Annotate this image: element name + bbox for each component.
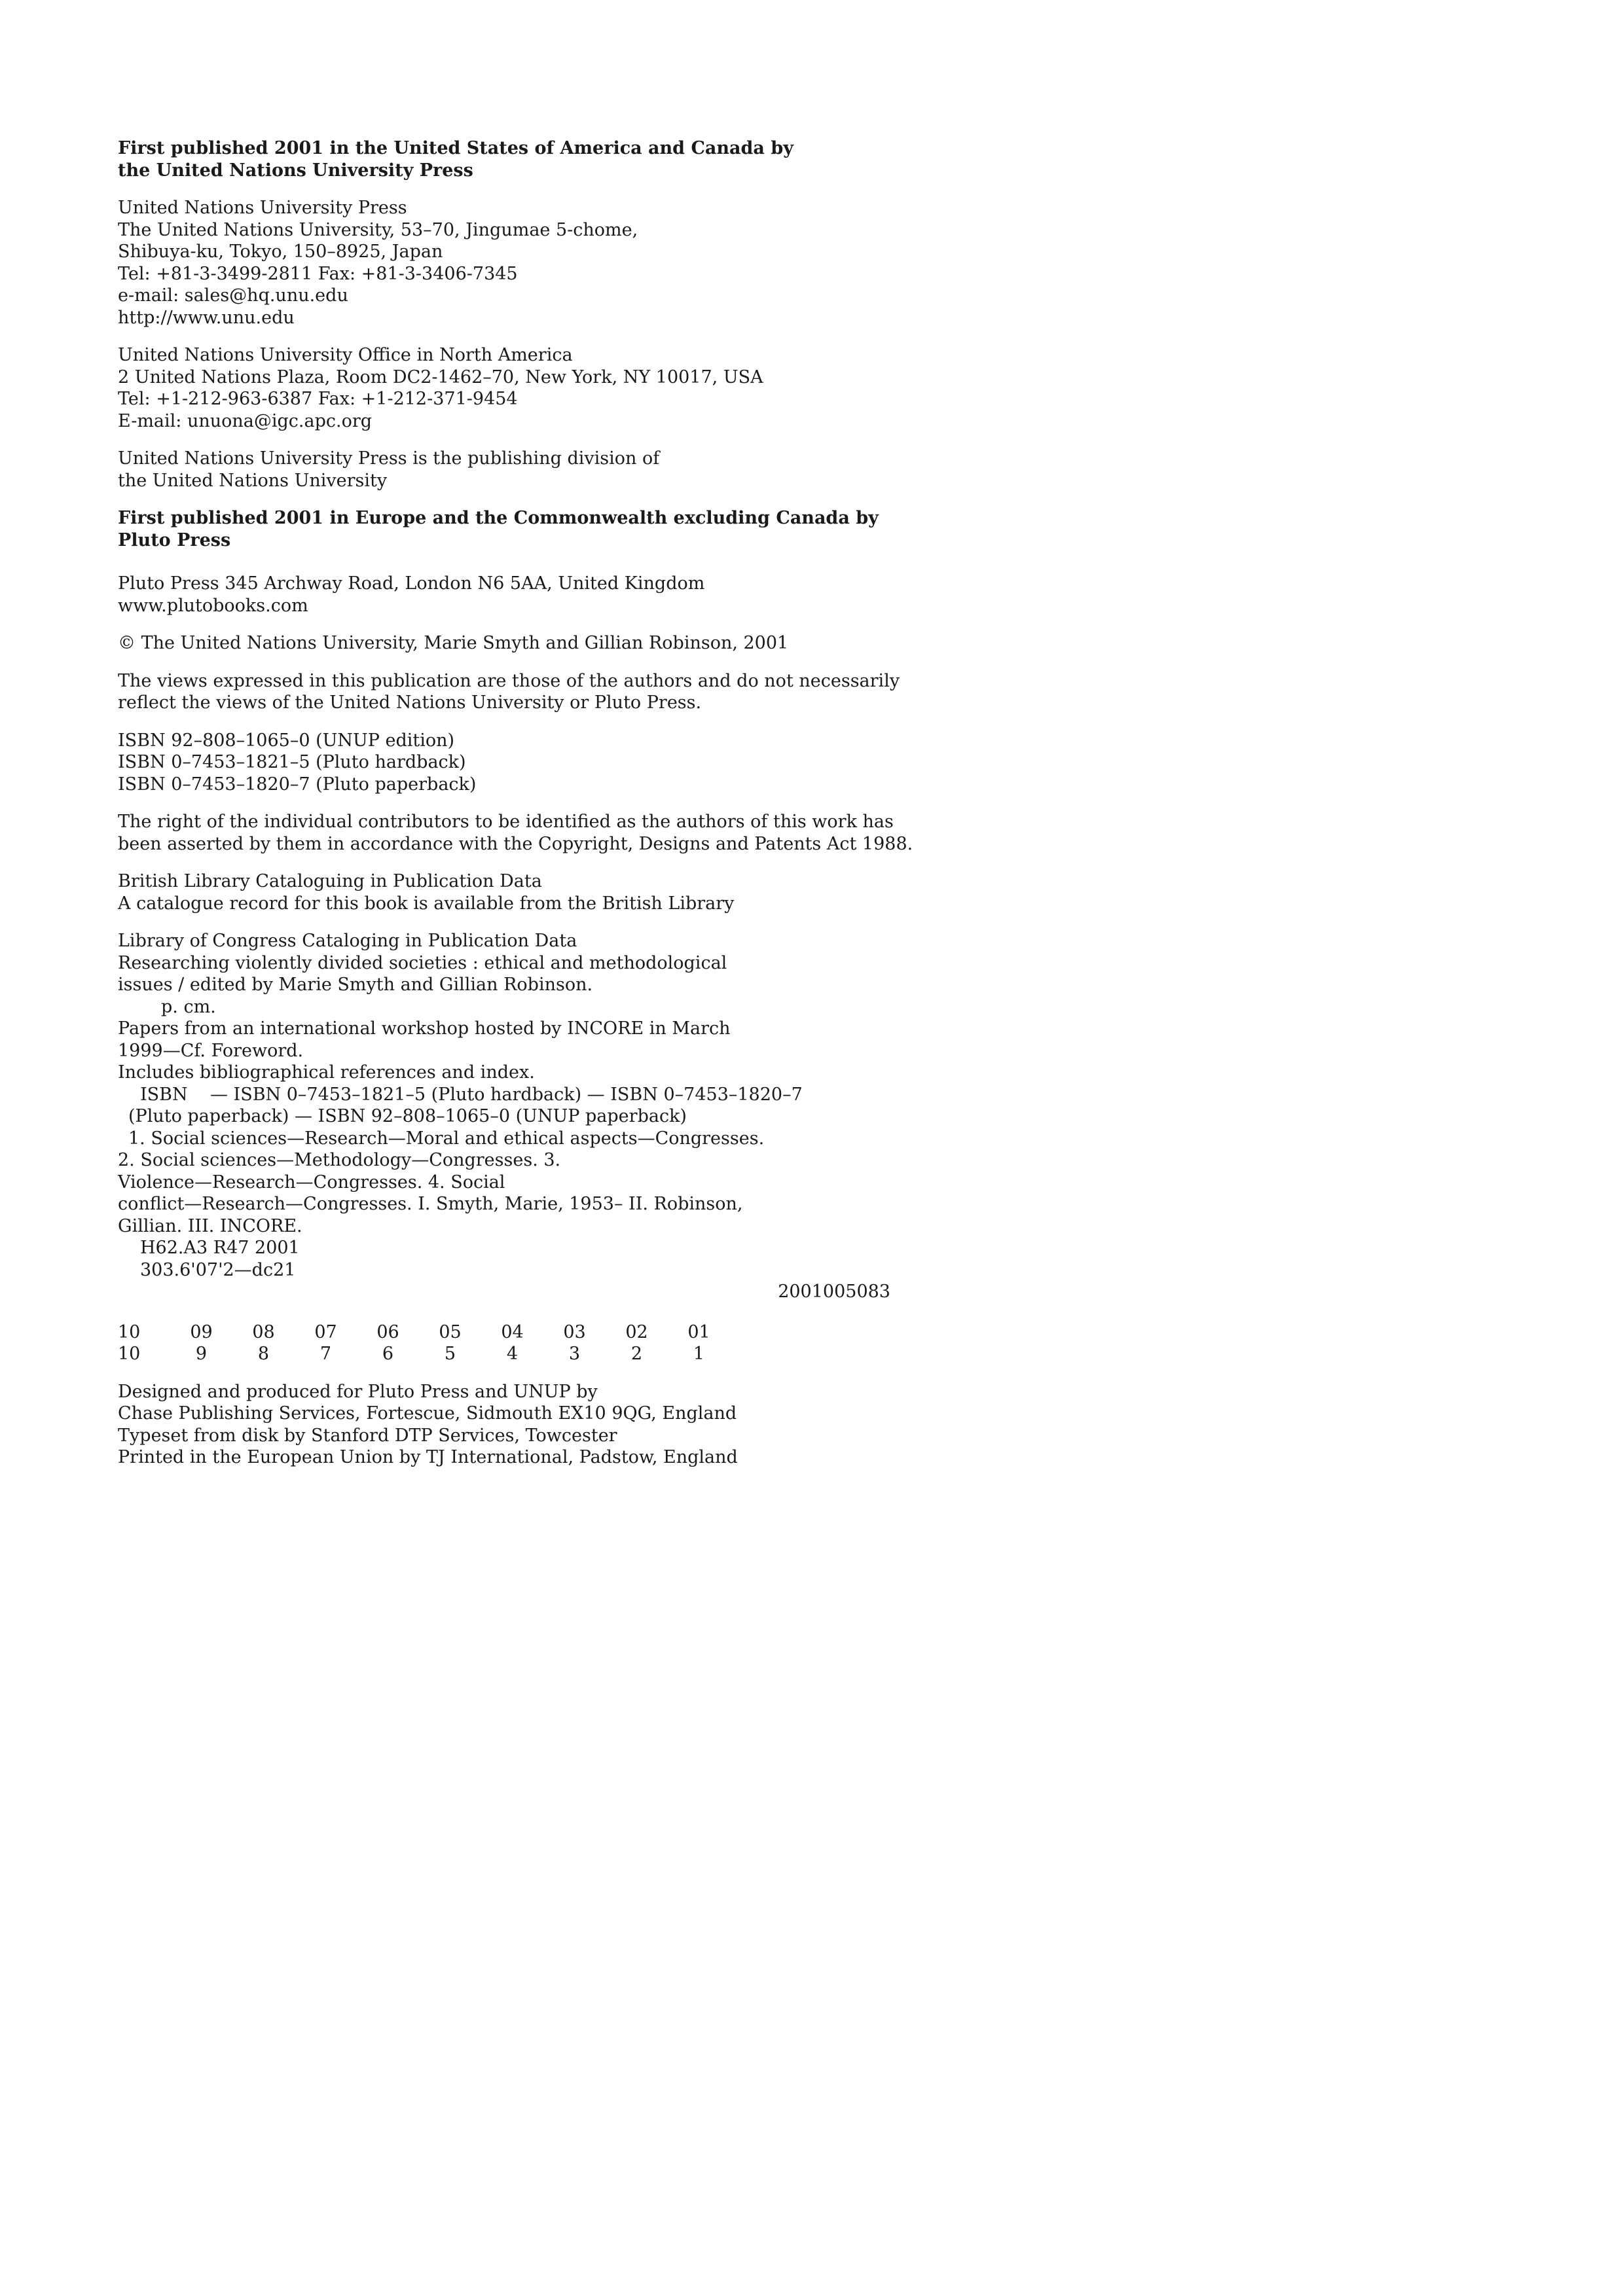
print-run: 3 xyxy=(568,1344,581,1364)
cip-call-number: 303.6'07'2—dc21 xyxy=(140,1259,296,1280)
text-line: First published 2001 in Europe and the Commonwealth excluding Canada by xyxy=(118,508,879,528)
isbn-line: ISBN 0–7453–1821–5 (Pluto hardback) xyxy=(118,752,466,772)
text-line: British Library Cataloguing in Publication Data xyxy=(118,871,542,891)
cip-heading: Library of Congress Cataloging in Publication Data xyxy=(118,931,577,951)
cip-call-number: H62.A3 R47 2001 xyxy=(140,1238,300,1258)
cip-isbn: (Pluto paperback) — ISBN 92–808–1065–0 (UNUP paperback) xyxy=(128,1106,687,1126)
rights-assertion xyxy=(118,811,913,855)
cip-note: Includes bibliographical references and index. xyxy=(118,1062,535,1083)
text-line: the United Nations University xyxy=(118,470,388,491)
us-publication-heading xyxy=(118,137,890,181)
unup-address xyxy=(118,197,890,329)
cip-subject: Violence—Research—Congresses. 4. Social xyxy=(118,1172,505,1193)
text-line: United Nations University Press xyxy=(118,198,407,218)
cip-subject: 1. Social sciences—Research—Moral and ethical aspects—Congresses. xyxy=(128,1128,765,1149)
print-year: 01 xyxy=(687,1321,710,1342)
imprint-block xyxy=(118,137,913,1484)
cip-lccn: 2001005083 xyxy=(778,1282,890,1302)
cip-note: 1999—Cf. Foreword. xyxy=(118,1040,304,1061)
text-line: United Nations University Office in North America xyxy=(118,345,573,365)
website-text: http://www.unu.edu xyxy=(118,307,295,328)
views-disclaimer xyxy=(118,670,900,714)
north-america-office xyxy=(118,344,890,432)
cip-note: Papers from an international workshop hosted by INCORE in March xyxy=(118,1018,731,1039)
print-year: 05 xyxy=(439,1321,462,1342)
library-of-congress-cip xyxy=(118,930,890,1303)
print-runs-row xyxy=(118,1343,890,1365)
pluto-address xyxy=(118,573,890,617)
text-line: been asserted by them in accordance with the Copyright, Designs and Patents Act 1988. xyxy=(118,833,913,854)
text-line: United Nations University Press is the publishing division of xyxy=(118,448,660,469)
europe-publication-heading xyxy=(118,507,890,551)
website-text: www.plutobooks.com xyxy=(118,595,308,616)
cip-isbn: ISBN — ISBN 0–7453–1821–5 (Pluto hardback) — ISBN 0–7453–1820–7 xyxy=(140,1084,803,1105)
text-line: Designed and produced for Pluto Press and UNUP by xyxy=(118,1381,598,1402)
text-line: Chase Publishing Services, Fortescue, Sidmouth EX10 9QG, England xyxy=(118,1403,737,1424)
cip-subject: 2. Social sciences—Methodology—Congresses. 3. xyxy=(118,1150,561,1170)
print-run: 8 xyxy=(257,1344,270,1364)
publishing-division-note xyxy=(118,448,890,492)
print-run: 9 xyxy=(195,1344,208,1364)
text-line: A catalogue record for this book is available from the British Library xyxy=(118,893,735,914)
cip-subject: Gillian. III. INCORE. xyxy=(118,1215,302,1236)
print-year: 02 xyxy=(625,1321,648,1342)
cip-title: issues / edited by Marie Smyth and Gillian Robinson. xyxy=(118,975,593,995)
copyright-notice xyxy=(118,632,890,655)
printing-number-line xyxy=(118,1321,890,1365)
text-line: Pluto Press xyxy=(118,529,231,550)
print-run: 1 xyxy=(693,1344,705,1364)
cip-pcm: p. cm. xyxy=(161,996,216,1017)
isbn-line: ISBN 92–808–1065–0 (UNUP edition) xyxy=(118,730,455,751)
print-run: 2 xyxy=(630,1344,643,1364)
print-run: 10 xyxy=(118,1344,141,1364)
text-line: Shibuya-ku, Tokyo, 150–8925, Japan xyxy=(118,242,443,262)
print-year: 03 xyxy=(563,1321,586,1342)
print-year: 07 xyxy=(314,1321,337,1342)
print-year: 10 xyxy=(118,1321,141,1342)
email-text: E-mail: unuona@igc.apc.org xyxy=(118,410,373,431)
print-year: 04 xyxy=(501,1321,524,1342)
print-year: 06 xyxy=(376,1321,399,1342)
print-years-row xyxy=(118,1321,890,1344)
isbn-line: ISBN 0–7453–1820–7 (Pluto paperback) xyxy=(118,774,477,795)
print-run: 5 xyxy=(444,1344,456,1364)
text-line: First published 2001 in the United States of America and Canada by xyxy=(118,138,793,158)
text-line: reflect the views of the United Nations University or Pluto Press. xyxy=(118,692,702,713)
text-line: the United Nations University Press xyxy=(118,160,473,181)
text-line: 2 United Nations Plaza, Room DC2-1462–70, New York, NY 10017, USA xyxy=(118,367,763,387)
text-line: © The United Nations University, Marie Smyth and Gillian Robinson, 2001 xyxy=(118,633,789,653)
print-run: 6 xyxy=(382,1344,394,1364)
text-line: Printed in the European Union by TJ International, Padstow, England xyxy=(118,1447,738,1467)
email-text: e-mail: sales@hq.unu.edu xyxy=(118,285,348,306)
text-line: Tel: +81-3-3499-2811 Fax: +81-3-3406-7345 xyxy=(118,263,518,284)
print-year: 09 xyxy=(190,1321,213,1342)
print-year: 08 xyxy=(252,1321,275,1342)
print-run: 4 xyxy=(506,1344,519,1364)
print-run: 7 xyxy=(319,1344,332,1364)
production-credits xyxy=(118,1381,890,1469)
cip-title: Researching violently divided societies : ethical and methodological xyxy=(118,952,727,973)
text-line: Typeset from disk by Stanford DTP Services, Towcester xyxy=(118,1425,617,1446)
cip-subject: conflict—Research—Congresses. I. Smyth, Marie, 1953– II. Robinson, xyxy=(118,1194,743,1214)
text-line: Tel: +1-212-963-6387 Fax: +1-212-371-9454 xyxy=(118,389,518,409)
text-line: Pluto Press 345 Archway Road, London N6 5AA, United Kingdom xyxy=(118,573,705,594)
text-line: The views expressed in this publication are those of the authors and do not necessarily xyxy=(118,670,900,691)
british-library-cip xyxy=(118,870,890,914)
text-line: The United Nations University, 53–70, Jingumae 5-chome, xyxy=(118,219,638,240)
isbn-list xyxy=(118,730,890,796)
text-line: The right of the individual contributors to be identified as the authors of this work has xyxy=(118,812,894,832)
